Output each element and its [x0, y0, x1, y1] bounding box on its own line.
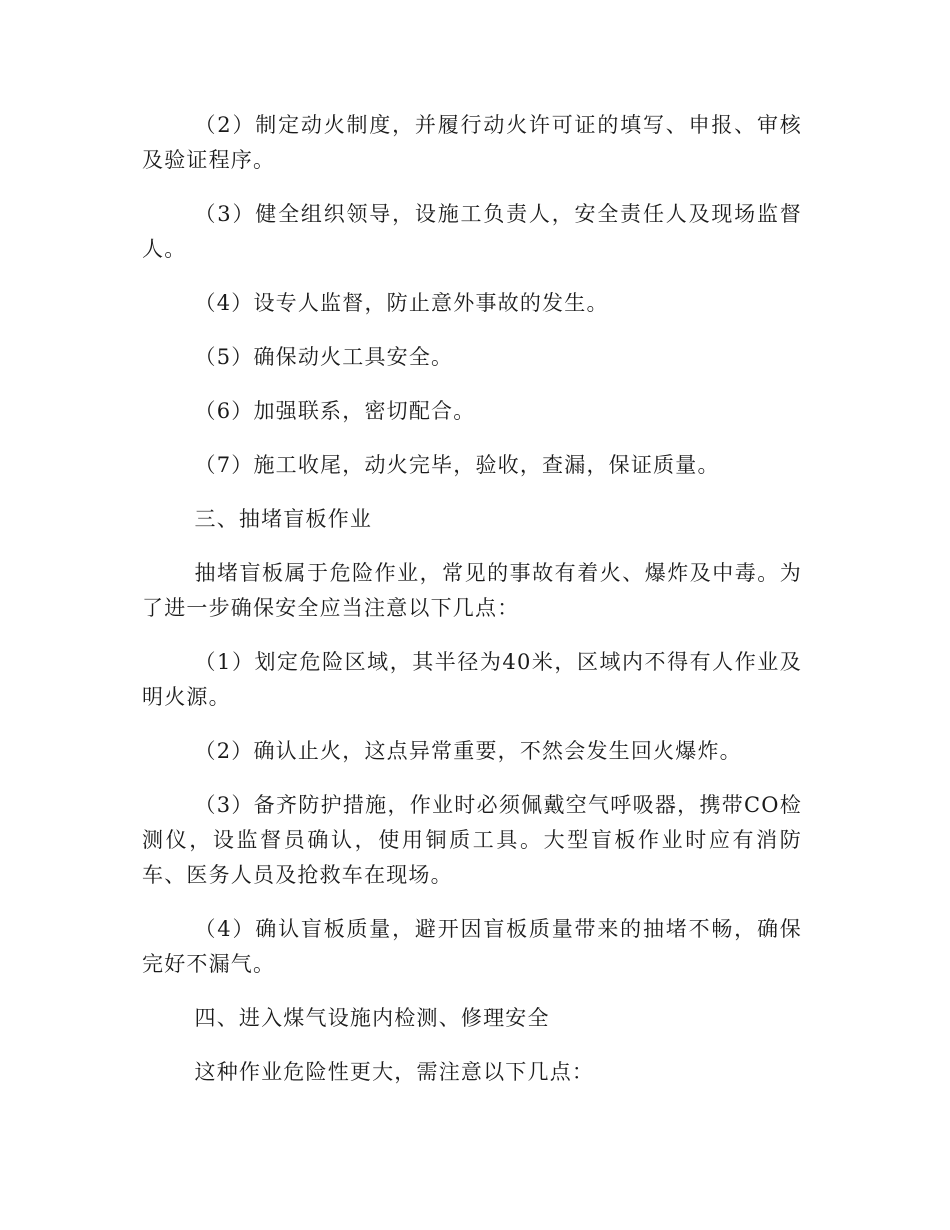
blind-item-3: （3）备齐防护措施，作业时必须佩戴空气呼吸器，携带CO检测仪，设监督员确认，使用铜质工具。大型盲板作业时应有消防车、医务人员及抢救车在现场。 [142, 793, 802, 887]
section-heading-3: 三、抽堵盲板作业 [194, 507, 373, 531]
paragraph-item-5: （5）确保动火工具安全。 [194, 345, 454, 369]
section-intro-3: 抽堵盲板属于危险作业，常见的事故有着火、爆炸及中毒。为了进一步确保安全应当注意以下几点： [142, 561, 802, 620]
paragraph-item-2: （2）制定动火制度，并履行动火许可证的填写、申报、审核及验证程序。 [142, 113, 802, 172]
section-intro-4: 这种作业危险性更大，需注意以下几点： [194, 1060, 595, 1084]
paragraph-item-3: （3）健全组织领导，设施工负责人，安全责任人及现场监督人。 [142, 202, 802, 261]
paragraph-item-4: （4）设专人监督，防止意外事故的发生。 [194, 291, 609, 315]
section-heading-4: 四、进入煤气设施内检测、修理安全 [194, 1006, 550, 1030]
blind-item-1: （1）划定危险区域，其半径为40米，区域内不得有人作业及明火源。 [142, 650, 802, 709]
document-body [142, 108, 802, 1090]
blind-item-4: （4）确认盲板质量，避开因盲板质量带来的抽堵不畅，确保完好不漏气。 [142, 917, 802, 976]
blind-item-2: （2）确认止火，这点异常重要，不然会发生回火爆炸。 [194, 739, 742, 763]
paragraph-item-6: （6）加强联系，密切配合。 [194, 399, 476, 423]
paragraph-item-7: （7）施工收尾，动火完毕，验收，查漏，保证质量。 [194, 453, 720, 477]
